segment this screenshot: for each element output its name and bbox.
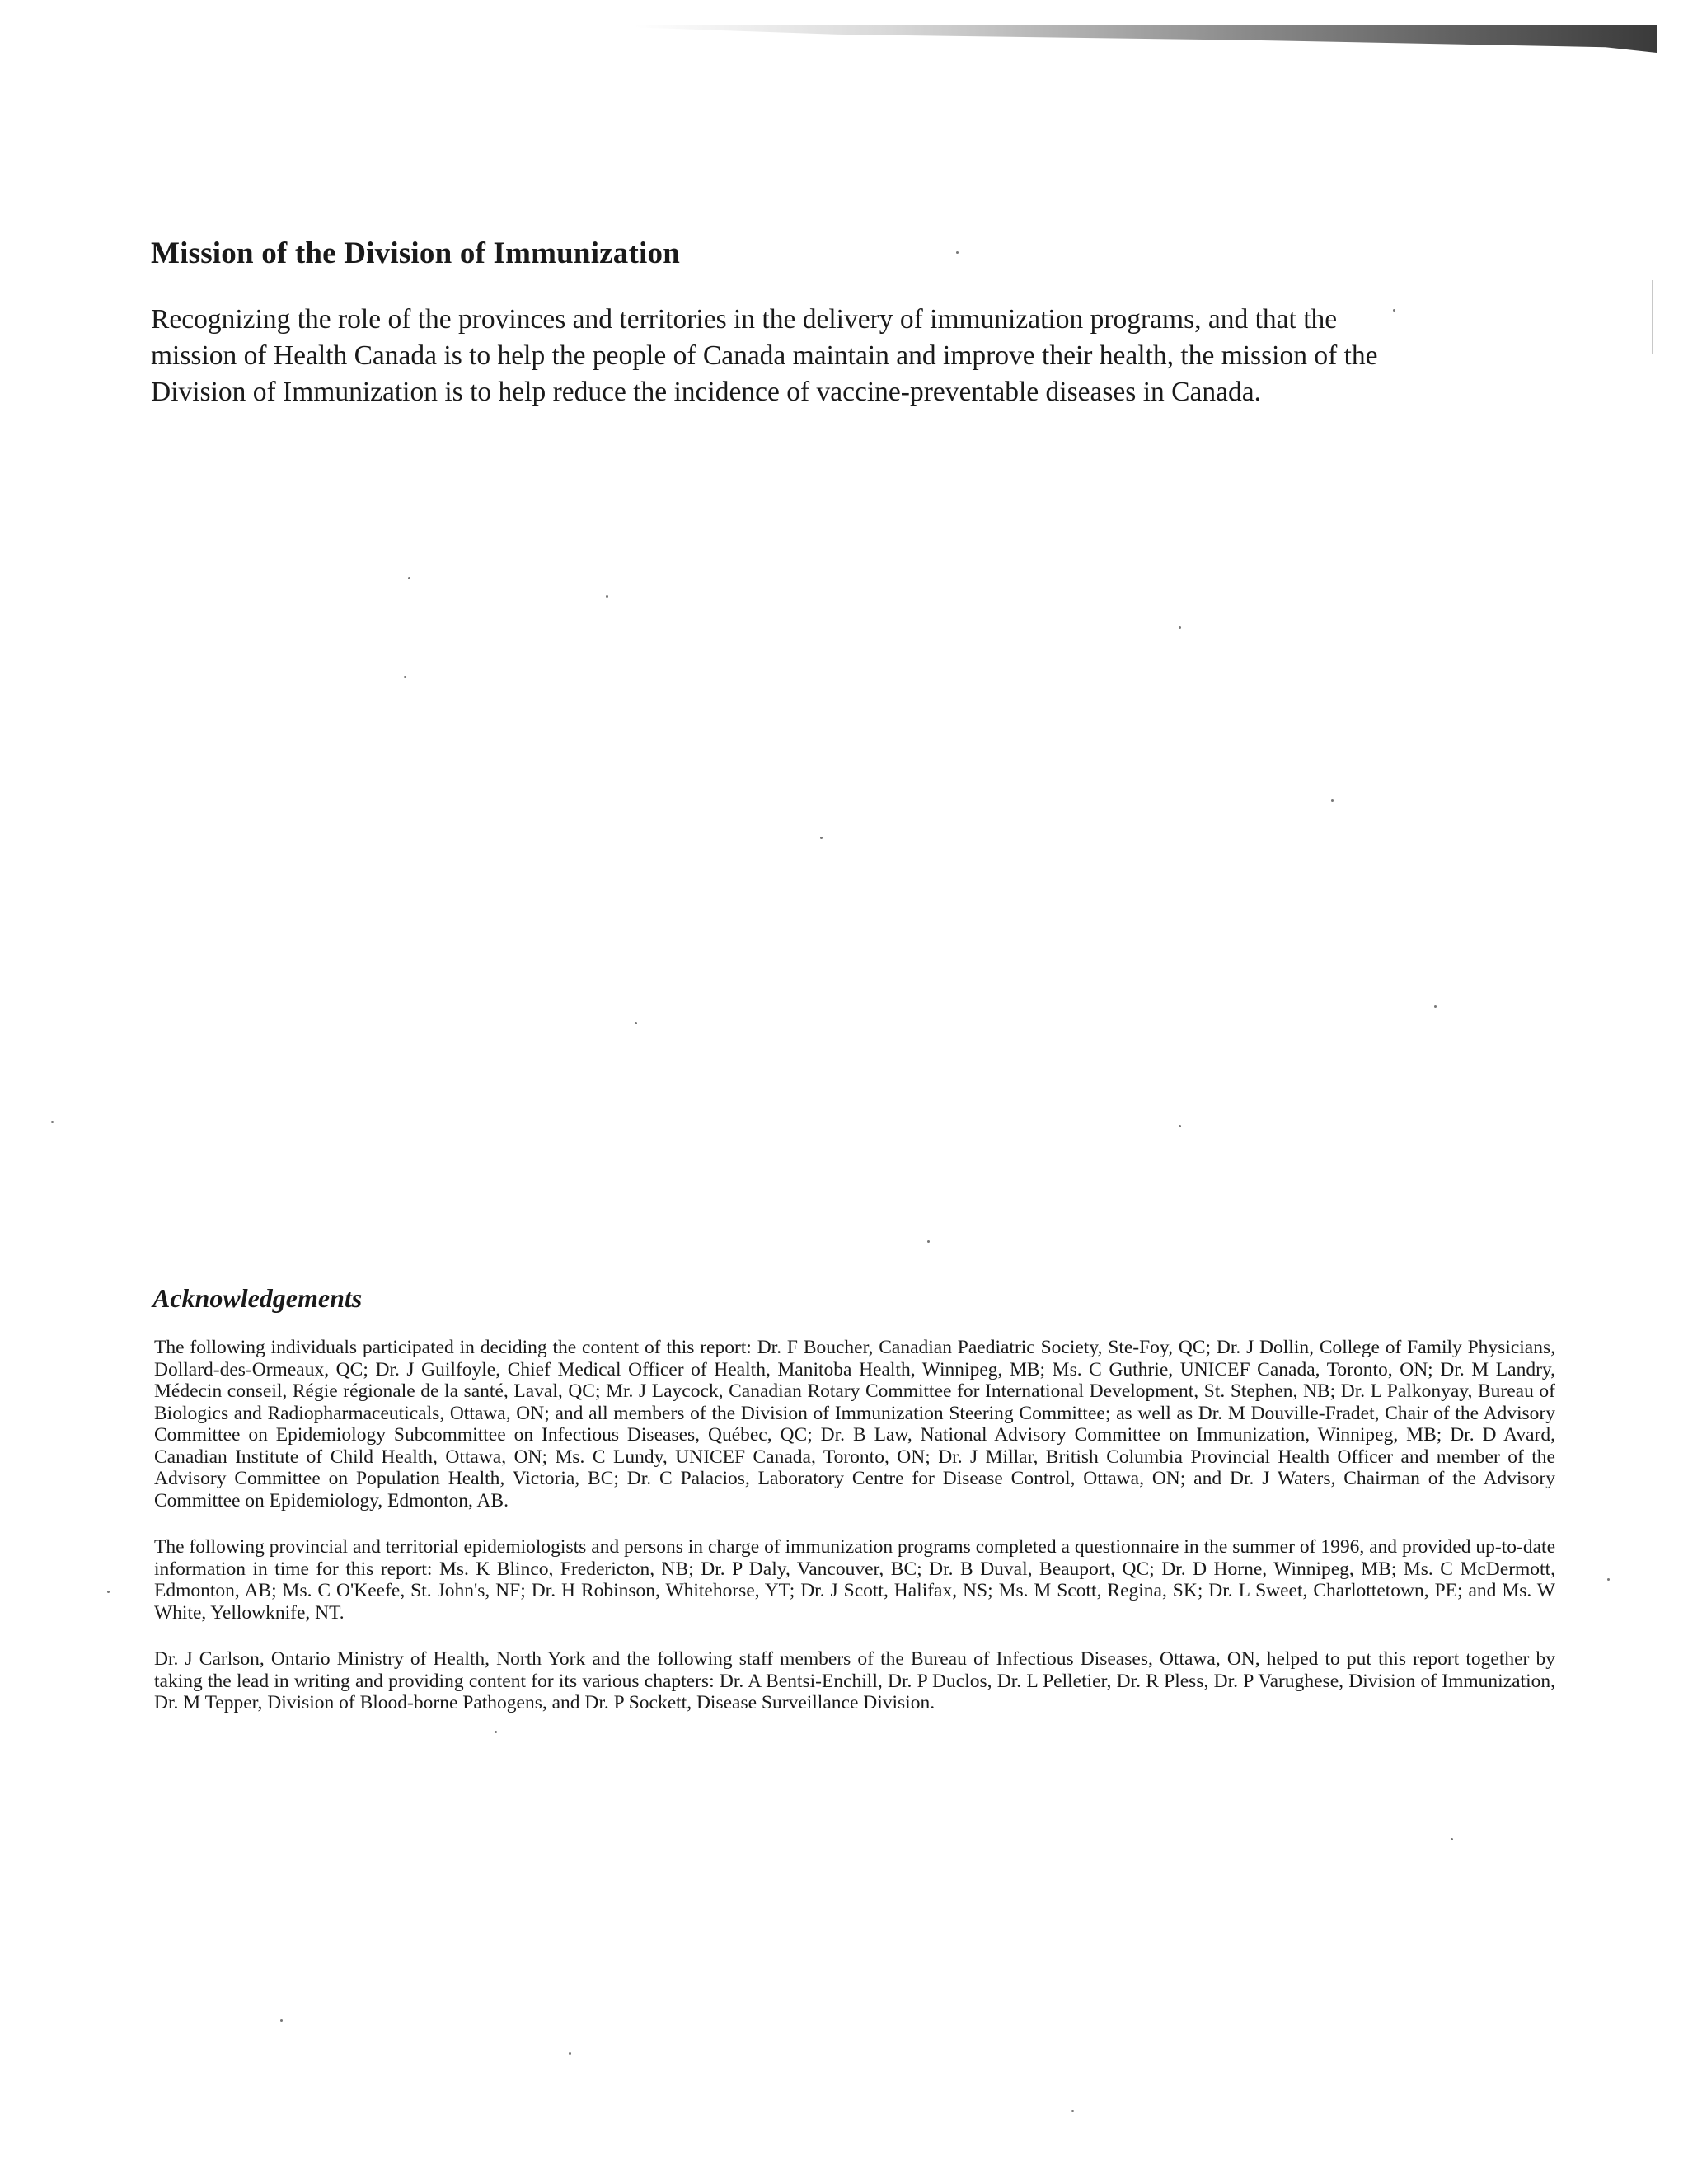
scan-artifact-edge xyxy=(1652,280,1653,354)
speck xyxy=(927,1240,930,1243)
acknowledgements-paragraph-contributors: The following individuals participated in deciding the content of this report: Dr. F Boucher, Canadian Paediatric Society, Ste-Foy, QC; Dr. J Dollin, College of Family Physicians, Dollard-des-Ormeaux, QC; Dr. J Guilfoyle, Chief Medical Officer of Health, Manitoba Health, Winnipeg, MB; Ms. C Guthrie, UNICEF Canada, Toronto, ON; Dr. M Landry, Médecin conseil, Régie régionale de la santé, Laval, QC; Mr. J Laycock, Canadian Rotary Committee for International Development, St. Stephen, NB; Dr. L Palkonyay, Bureau of Biologics and Radiopharmaceuticals, Ottawa, ON; and all members of the Division of Immunization Steering Committee; as well as Dr. M Douville-Fradet, Chair of the Advisory Committee on Epidemiology Subcommittee on Infectious Diseases, Québec, QC; Dr. B Law, National Advisory Committee on Immunization, Winnipeg, MB; Dr. D Avard, Canadian Institute of Child Health, Ottawa, ON; Ms. C Lundy, UNICEF Canada, Toronto, ON; Dr. J Millar, British Columbia Provincial Health Officer and member of the Advisory Committee on Population Health, Victoria, BC; Dr. C Palacios, Laboratory Centre for Disease Control, Ottawa, ON; and Dr. J Waters, Chairman of the Advisory Committee on Epidemiology, Edmonton, AB. xyxy=(154,1337,1555,1511)
acknowledgements-title: Acknowledgements xyxy=(152,1283,363,1313)
speck xyxy=(606,595,608,598)
speck xyxy=(51,1121,54,1123)
speck xyxy=(1179,1125,1181,1127)
mission-statement: Recognizing the role of the provinces and territories in the delivery of immunization programs, and that the mission of Health Canada is to help the people of Canada maintain and improve their health, the mission of the Division of Immunization is to help reduce the incidence of vaccine-preventable diseases in Canada. xyxy=(151,304,1378,407)
speck xyxy=(404,676,406,678)
speck xyxy=(1434,1005,1437,1008)
speck xyxy=(280,2019,283,2022)
speck xyxy=(1451,1838,1453,1840)
acknowledgements-paragraph-staff: Dr. J Carlson, Ontario Ministry of Health, North York and the following staff members of the Bureau of Infectious Diseases, Ottawa, ON, helped to put this report together by taking the lead in writing and providing content for its various chapters: Dr. A Bentsi-Enchill, Dr. P Duclos, Dr. L Pelletier, Dr. R Pless, Dr. P Varughese, Division of Immunization, Dr. M Tepper, Division of Blood-borne Pathogens, and Dr. P Sockett, Disease Surveillance Division. xyxy=(154,1648,1555,1713)
speck xyxy=(1071,2110,1074,2112)
speck xyxy=(569,2052,571,2055)
mission-title: Mission of the Division of Immunization xyxy=(151,237,680,270)
speck xyxy=(956,251,959,254)
speck xyxy=(1331,799,1334,802)
acknowledgements-paragraph-epidemiologists: The following provincial and territorial epidemiologists and persons in charge of immunization programs completed a questionnaire in the summer of 1996, and provided up-to-date information in time for this report: Ms. K Blinco, Fredericton, NB; Dr. P Daly, Vancouver, BC; Dr. B Duval, Beauport, QC; Dr. D Horne, Winnipeg, MB; Ms. C McDermott, Edmonton, AB; Ms. C O'Keefe, St. John's, NF; Dr. H Robinson, Whitehorse, YT; Dr. J Scott, Halifax, NS; Ms. M Scott, Regina, SK; Dr. L Sweet, Charlottetown, PE; and Ms. W White, Yellowknife, NT. xyxy=(154,1536,1555,1624)
speck xyxy=(635,1022,637,1024)
speck xyxy=(408,577,410,579)
speck xyxy=(1607,1578,1610,1581)
acknowledgements-body xyxy=(154,1337,1555,1739)
speck xyxy=(1179,626,1181,629)
scan-artifact-bar xyxy=(635,25,1657,53)
speck xyxy=(107,1591,110,1593)
speck xyxy=(820,837,823,839)
